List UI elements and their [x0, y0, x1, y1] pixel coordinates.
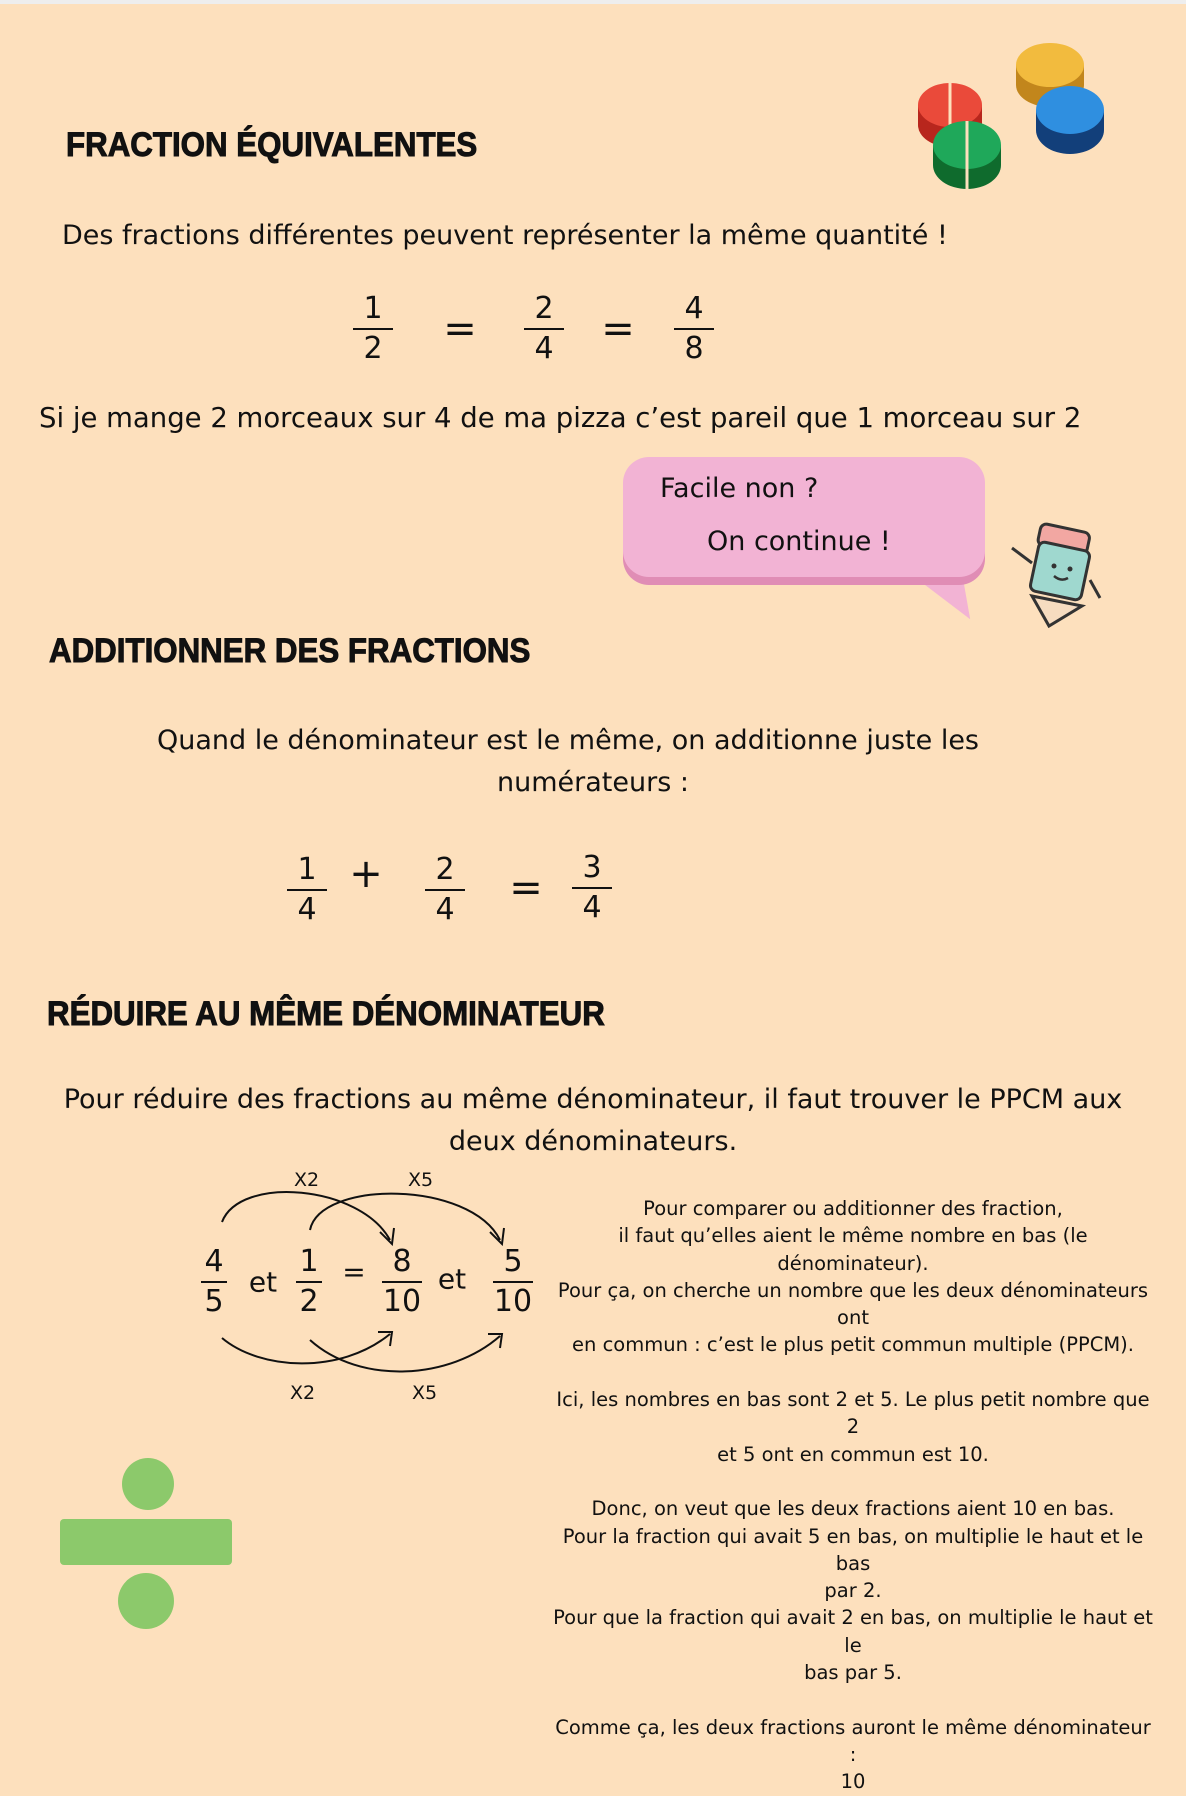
division-sign-icon — [58, 1456, 234, 1632]
equals-sign: = — [601, 306, 635, 352]
numerator: 1 — [299, 1244, 319, 1279]
spacer — [553, 1359, 1153, 1386]
fraction-8-10 — [382, 1245, 422, 1319]
equals-sign: = — [509, 865, 543, 911]
label-bottom-x2: X2 — [290, 1382, 316, 1404]
heading-additionner: ADDITIONNER DES FRACTIONS — [49, 632, 531, 670]
numerator: 2 — [534, 291, 554, 326]
denominator: 2 — [363, 331, 383, 366]
numerator: 3 — [582, 850, 602, 885]
explanation-line: Pour comparer ou additionner des fraction, — [643, 1197, 1063, 1220]
reduce-rule-line-2: deux dénominateurs. — [448, 1126, 738, 1157]
explanation-line: en commun : c’est le plus petit commun multiple (PPCM). — [572, 1333, 1134, 1357]
explanation-line: Donc, on veut que les deux fractions aient 10 en bas. — [591, 1497, 1115, 1521]
denominator: 5 — [204, 1284, 224, 1319]
numerator: 5 — [503, 1244, 523, 1279]
fraction-1-2 — [296, 1245, 322, 1319]
explanation-block — [553, 1195, 1153, 1796]
denominator: 4 — [582, 890, 602, 925]
intro-text: Des fractions différentes peuvent représenter la même quantité ! — [62, 220, 948, 251]
fraction-bar — [353, 328, 393, 330]
green-pie-icon — [933, 121, 1001, 189]
blue-pie-icon — [1036, 86, 1104, 154]
fraction-bar — [524, 328, 564, 330]
equals-sign: = — [342, 1255, 366, 1289]
explanation-line: et 5 ont en commun est 10. — [717, 1442, 989, 1466]
fraction-bar — [572, 887, 612, 889]
denominator: 2 — [299, 1284, 319, 1319]
reduce-rule-line-1: Pour réduire des fractions au même dénominateur, il faut trouver le PPCM aux — [63, 1084, 1123, 1115]
fraction-bar — [296, 1281, 322, 1283]
numerator: 1 — [363, 291, 383, 326]
fraction-bar — [493, 1281, 533, 1283]
bubble-line-1: Facile non ? — [660, 473, 819, 504]
fraction-bar — [287, 889, 327, 891]
plus-sign: + — [349, 851, 383, 897]
explanation-line: 10 — [840, 1770, 866, 1794]
denominator: 10 — [493, 1284, 533, 1319]
label-top-x2: X2 — [294, 1169, 320, 1191]
fraction-2-4 — [524, 292, 564, 366]
fraction-bar — [674, 328, 714, 330]
pencil-character-icon — [1004, 518, 1114, 630]
explanation-line: Ici, les nombres en bas sont 2 et 5. Le plus petit nombre que 2 — [556, 1388, 1150, 1439]
label-bottom-x5: X5 — [412, 1382, 438, 1404]
numerator: 8 — [392, 1244, 412, 1279]
heading-fraction-equivalentes: FRACTION ÉQUIVALENTES — [66, 126, 478, 164]
fraction-1-2 — [353, 292, 393, 366]
denominator: 8 — [684, 331, 704, 366]
denominator: 4 — [534, 331, 554, 366]
et-word: et — [248, 1265, 278, 1299]
denominator: 10 — [382, 1284, 422, 1319]
explanation-line: Comme ça, les deux fractions auront le même dénominateur : — [555, 1715, 1151, 1766]
explanation-line: il faut qu’elles aient le même nombre en bas (le dénominateur). — [618, 1224, 1088, 1275]
numerator: 4 — [684, 291, 704, 326]
explanation-line: par 2. — [824, 1579, 882, 1603]
bubble-line-2: On continue ! — [707, 526, 891, 557]
denominator: 4 — [435, 892, 455, 927]
fraction-bar — [201, 1281, 227, 1283]
explanation-line: Pour que la fraction qui avait 2 en bas, on multiplie le haut et le — [553, 1606, 1153, 1657]
spacer — [553, 1468, 1153, 1495]
numerator: 2 — [435, 852, 455, 887]
fraction-bar — [425, 889, 465, 891]
label-top-x5: X5 — [408, 1169, 434, 1191]
fraction-4-5 — [201, 1245, 227, 1319]
numerator: 1 — [297, 852, 317, 887]
explanation-line: Pour la fraction qui avait 5 en bas, on multiplie le haut et le bas — [562, 1524, 1144, 1575]
fraction-pies-illustration — [905, 40, 1115, 200]
fraction-4-8 — [674, 292, 714, 366]
fraction-5-10 — [493, 1245, 533, 1319]
explanation-line: bas par 5. — [804, 1661, 902, 1685]
fraction-3-4 — [572, 851, 612, 925]
pizza-example-text: Si je mange 2 morceaux sur 4 de ma pizza c’est pareil que 1 morceau sur 2 — [39, 402, 1082, 434]
addition-rule-line-1: Quand le dénominateur est le même, on additionne juste les — [156, 725, 979, 756]
fraction-2-4 — [425, 853, 465, 927]
explanation-line: Pour ça, on cherche un nombre que les deux dénominateurs ont — [557, 1278, 1149, 1330]
spacer — [553, 1686, 1153, 1713]
denominator: 4 — [297, 892, 317, 927]
heading-reduire: RÉDUIRE AU MÊME DÉNOMINATEUR — [47, 995, 605, 1033]
et-word: et — [437, 1262, 467, 1296]
equals-sign: = — [443, 306, 477, 352]
addition-rule-line-2: numérateurs : — [497, 767, 689, 798]
numerator: 4 — [204, 1244, 224, 1279]
fraction-bar — [382, 1281, 422, 1283]
fraction-1-4 — [287, 853, 327, 927]
top-bar — [0, 0, 1186, 4]
